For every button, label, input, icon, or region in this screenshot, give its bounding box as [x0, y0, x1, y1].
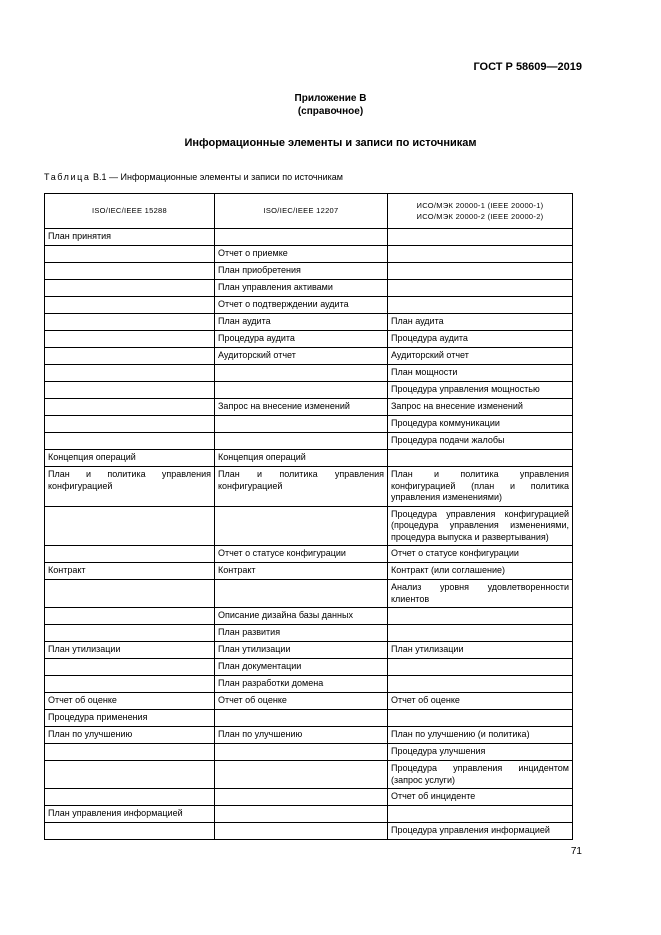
header-20000 [388, 194, 573, 229]
table-row [45, 382, 573, 399]
table-cell [215, 789, 388, 806]
table-cell: Запрос на внесение изменений [388, 399, 573, 416]
table-row [45, 416, 573, 433]
table-cell [215, 761, 388, 789]
table-cell: Отчет о приемке [215, 246, 388, 263]
table-cell: Аудиторский отчет [388, 348, 573, 365]
table-cell: Аудиторский отчет [215, 348, 388, 365]
table-cell [45, 297, 215, 314]
table-cell: Процедура улучшения [388, 744, 573, 761]
table-cell [45, 416, 215, 433]
table-row [45, 399, 573, 416]
table-cell: Процедура управления инцидентом (запрос услуги) [388, 761, 573, 789]
table-cell: Процедура коммуникации [388, 416, 573, 433]
table-row [45, 546, 573, 563]
appendix-subtitle: (справочное) [297, 106, 364, 117]
table-cell: План документации [215, 659, 388, 676]
table-cell [215, 580, 388, 608]
table-cell [45, 580, 215, 608]
table-cell [45, 433, 215, 450]
table-cell [45, 280, 215, 297]
table-cell [45, 246, 215, 263]
table-cell [45, 382, 215, 399]
standard-designation: ГОСТ Р 58609—2019 [473, 61, 582, 73]
table-cell [215, 710, 388, 727]
table-row [45, 608, 573, 625]
table-cell: План утилизации [215, 642, 388, 659]
table-row [45, 744, 573, 761]
table-cell: План мощности [388, 365, 573, 382]
table-row [45, 467, 573, 507]
table-cell [45, 659, 215, 676]
table-cell: Контракт (или соглашение) [388, 563, 573, 580]
table-cell: План разработки домена [215, 676, 388, 693]
table-row [45, 676, 573, 693]
table-row [45, 314, 573, 331]
table-row [45, 263, 573, 280]
table-cell [215, 806, 388, 823]
table-cell: План и политика управления конфигурацией (план и политика управления изменениями) [388, 467, 573, 507]
table-cell [45, 608, 215, 625]
table-cell: Концепция операций [45, 450, 215, 467]
table-cell: Отчет об оценке [388, 693, 573, 710]
table-cell [215, 229, 388, 246]
header-line: ИСО/МЭК 20000-2 (IEEE 20000-2) [416, 212, 544, 221]
table-cell [45, 365, 215, 382]
table-cell [388, 659, 573, 676]
table-cell [45, 761, 215, 789]
table-cell [388, 625, 573, 642]
sources-table [44, 193, 573, 840]
table-cell [45, 506, 215, 546]
table-cell [45, 823, 215, 840]
table-cell: Контракт [45, 563, 215, 580]
table-cell: План утилизации [388, 642, 573, 659]
table-cell: План и политика управления конфигурацией [45, 467, 215, 507]
table-row [45, 433, 573, 450]
header-15288: ISO/IEC/IEEE 15288 [45, 194, 215, 229]
table-body [45, 229, 573, 840]
table-row [45, 789, 573, 806]
table-cell: Отчет об инциденте [388, 789, 573, 806]
table-row [45, 823, 573, 840]
table-cell: Отчет о подтверждении аудита [215, 297, 388, 314]
table-cell [388, 710, 573, 727]
table-cell: Описание дизайна базы данных [215, 608, 388, 625]
table-cell: Отчет о статусе конфигурации [215, 546, 388, 563]
table-cell [215, 365, 388, 382]
table-cell: Контракт [215, 563, 388, 580]
table-cell: Запрос на внесение изменений [215, 399, 388, 416]
table-cell: Отчет об оценке [45, 693, 215, 710]
table-row [45, 280, 573, 297]
table-cell: План утилизации [45, 642, 215, 659]
table-cell [45, 263, 215, 280]
table-cell [45, 331, 215, 348]
table-cell: План развития [215, 625, 388, 642]
table-row [45, 580, 573, 608]
table-cell [215, 416, 388, 433]
table-cell [45, 399, 215, 416]
table-cell [388, 246, 573, 263]
table-cell: План по улучшению (и политика) [388, 727, 573, 744]
table-header-row [45, 194, 573, 229]
table-row [45, 331, 573, 348]
table-row [45, 761, 573, 789]
table-cell [45, 546, 215, 563]
caption-prefix: Таблица [44, 172, 91, 182]
table-cell: План и политика управления конфигурацией [215, 467, 388, 507]
table-cell: Анализ уровня удовлетворенности клиентов [388, 580, 573, 608]
table-cell: Отчет об оценке [215, 693, 388, 710]
table-cell: План аудита [388, 314, 573, 331]
table-cell: Процедура управления информацией [388, 823, 573, 840]
table-row [45, 693, 573, 710]
table-cell: Процедура аудита [215, 331, 388, 348]
table-cell: План по улучшению [215, 727, 388, 744]
table-cell: План приобретения [215, 263, 388, 280]
table-cell: План по улучшению [45, 727, 215, 744]
table-row [45, 506, 573, 546]
table-cell [215, 433, 388, 450]
table-row [45, 563, 573, 580]
table-cell [388, 676, 573, 693]
table-row [45, 727, 573, 744]
table-cell [388, 297, 573, 314]
table-cell [388, 280, 573, 297]
table-row [45, 348, 573, 365]
appendix-heading [0, 92, 661, 118]
table-cell [388, 263, 573, 280]
table-cell [215, 382, 388, 399]
table-row [45, 365, 573, 382]
appendix-title: Приложение В [294, 93, 367, 104]
table-cell: Процедура управления мощностью [388, 382, 573, 399]
table-cell [215, 823, 388, 840]
table-cell [45, 676, 215, 693]
table-caption [44, 172, 343, 182]
table-cell: Процедура управления конфигурацией (процедура управления изменениями, процедура выпуска и развертывания) [388, 506, 573, 546]
table-cell [45, 744, 215, 761]
table-cell [45, 348, 215, 365]
table-cell: План управления информацией [45, 806, 215, 823]
table-cell [215, 506, 388, 546]
table-cell: Процедура подачи жалобы [388, 433, 573, 450]
caption-text: — Информационные элементы и записи по источникам [109, 172, 343, 182]
header-line: ИСО/МЭК 20000-1 (IEEE 20000-1) [416, 200, 544, 210]
table-cell [388, 608, 573, 625]
table-cell [45, 314, 215, 331]
table-cell [45, 789, 215, 806]
table-cell [388, 450, 573, 467]
table-cell: Процедура применения [45, 710, 215, 727]
table-cell [45, 625, 215, 642]
table-cell [388, 229, 573, 246]
table-row [45, 710, 573, 727]
table-cell: План аудита [215, 314, 388, 331]
table-row [45, 246, 573, 263]
table-cell: Концепция операций [215, 450, 388, 467]
table-row [45, 625, 573, 642]
table-row [45, 297, 573, 314]
table-row [45, 806, 573, 823]
section-title: Информационные элементы и записи по источникам [184, 137, 477, 149]
table-row [45, 229, 573, 246]
table-row [45, 659, 573, 676]
table-cell: План управления активами [215, 280, 388, 297]
table-cell: План принятия [45, 229, 215, 246]
table-cell [388, 806, 573, 823]
caption-number: В.1 [93, 172, 107, 182]
table-cell [215, 744, 388, 761]
header-12207: ISO/IEC/IEEE 12207 [215, 194, 388, 229]
table-cell: Процедура аудита [388, 331, 573, 348]
table-cell: Отчет о статусе конфигурации [388, 546, 573, 563]
page-number: 71 [570, 846, 582, 857]
table-row [45, 450, 573, 467]
table-row [45, 642, 573, 659]
